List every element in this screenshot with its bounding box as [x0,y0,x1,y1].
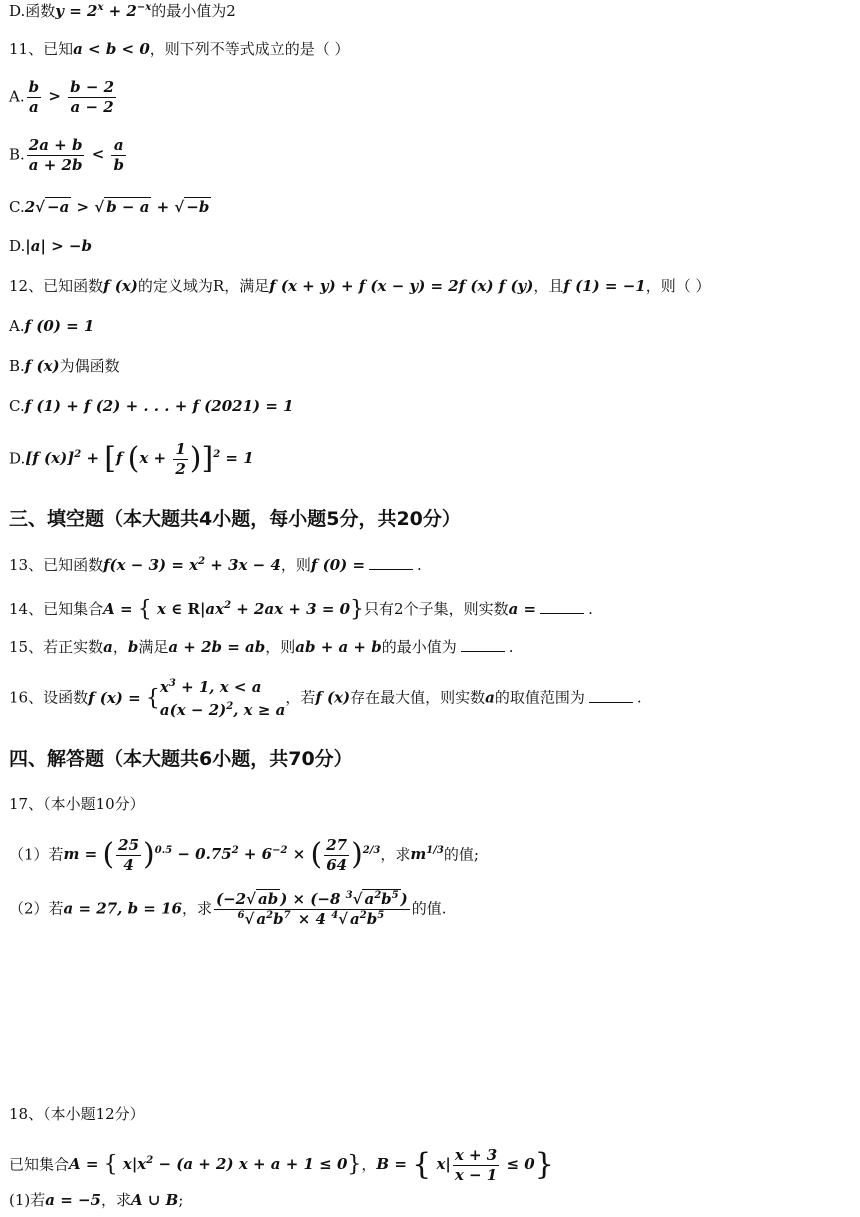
q11-stem [9,40,852,58]
q10-d-suffix: 的最小值为2 [151,2,236,20]
q12-option-b: B.f (x)为偶函数 [9,357,120,375]
q16-mid3: 的取值范围为 [494,688,585,707]
q12-stem-a: 12、已知函数 [9,277,104,295]
q12-d-label: D. [9,449,26,468]
q18-p1-prefix: (1)若 [9,1191,46,1209]
q18-stem: 已知集合A = { $x|x^2 - (a + 2) x + a + 1 \le 0$}，B = { x| $\frac{x + 3}{x - 1}$ ≤ 0} [9,1146,554,1184]
q11-d-label: D. [9,237,26,255]
q18-stem-prefix: 已知集合 [9,1155,70,1174]
q17-part2: （2）若a = 27, b = 16，求 $\frac{(-2√ ab ) \times (-8 ^3√ a^2b^5 )}{^6√ a^2b^7 \times 4 ^4√ a^2b^5}$ 的值. [9,890,447,928]
q11-option-c: C.2√ −a > √ b − a + √ −b [9,198,210,216]
q11-c-label: C. [9,198,25,216]
q18-stem-mid: ， [361,1155,377,1174]
q15-mid3: 的最小值为 [381,638,457,656]
q15-blank [461,639,505,652]
q12-option-c: C.f (1) + f (2) + . . . + f (2021) = 1 [9,397,294,415]
q13-prefix: 13、已知函数 [9,556,104,574]
q14-mid: 只有2个子集，则实数 [364,600,509,619]
q12-a-label: A. [9,317,25,335]
q17-p2-end: 的值. [411,899,447,918]
q12-option-d: D.[f (x)]$^2$ + [f (x + $\frac{1}{2}$ )]$^2$ = 1 [9,440,254,478]
q11-stem-text: 11、已知 [9,40,74,58]
q10-option-d [9,2,852,20]
q12-stem-c: ，且 [533,277,564,295]
q12-stem-d: ，则（ ） [645,277,711,295]
q18-p1-end: ; [178,1191,184,1209]
q11-option-a: A. $\frac{b}{a}$ > $\frac{b - 2}{a - 2}$ [9,78,115,116]
q16-blank [589,690,633,703]
q14: 14、已知集合A = { x ∈ $R|ax^2 + 2ax + 3 = 0$}只有2个子集，则实数a = . [9,597,593,622]
q16-prefix: 16、设函数 [9,688,89,707]
q18-part1: (1)若a = −5，求A ∪ B; [9,1191,184,1209]
q15-prefix: 15、若正实数 [9,638,104,656]
q11-condition: a < b < 0 [73,40,150,58]
q11-a-label: A. [9,87,25,106]
q10-d-formula: $y = 2^x + 2^{-x}$ [55,2,152,20]
q16-mid: ，若 [285,688,316,707]
q16: 16、设函数f (x) = { $x^3 + 1$, x < a $a(x - 2)^2$, x ≥ a ，若f (x)存在最大值，则实数a的取值范围为 . [9,678,642,719]
q17-p1-end: 的值; [443,845,479,864]
q15-mid1: 满足 [138,638,169,656]
q14-prefix: 14、已知集合 [9,600,104,619]
q17-part1: （1）若m = ( $\frac{25}{4}$ )$^{0.5} - 0.75^2 + 6^{-2}$ × ( $\frac{27}{64}$ )$^{2/3}$，求$m^{1/3}$的值; [9,836,479,874]
q16-mid2: 存在最大值，则实数 [350,688,486,707]
q11-option-b: B. $\frac{2a + b}{a + 2b}$ < $\frac{a}{b}$ [9,136,124,174]
q18-p1-mid: ，求 [101,1191,132,1209]
q18-header: 18、（本小题12分） [9,1105,145,1123]
q15-end: . [508,638,514,656]
section-4-title: 四、解答题（本大题共6小题，共70分） [9,748,353,770]
q12-stem-b: 的定义域为R，满足 [137,277,270,295]
q17-p2-mid: ，求 [181,899,212,918]
q16-end: . [636,688,642,707]
q11-stem-tail: ，则下列不等式成立的是（ ） [149,40,350,58]
q12-stem: 12、已知函数f (x)的定义域为R，满足f (x + y) + f (x − y) = 2f (x) f (y)，且f (1) = −1，则（ ） [9,277,711,295]
q13-end: . [417,556,422,574]
q11-b-label: B. [9,145,25,164]
q14-end: . [588,600,593,619]
q10-d-prefix: D.函数 [9,2,56,20]
q12-c-label: C. [9,397,25,415]
q17-p1-prefix: （1）若 [9,845,64,864]
q12-b-suffix: 为偶函数 [59,357,120,375]
section-3-title: 三、填空题（本大题共4小题，每小题5分，共20分） [9,508,461,530]
q15: 15、若正实数a，b满足a + 2b = ab，则ab + a + b的最小值为 . [9,638,514,656]
q17-p1-mid: ，求 [380,845,411,864]
q17-p2-prefix: （2）若 [9,899,64,918]
q12-option-a: A.f (0) = 1 [9,317,95,335]
q13-blank [369,557,413,570]
q13: 13、已知函数$f(x - 3) = x^2 + 3x - 4$，则f (0) = . [9,556,422,574]
q17-header: 17、（本小题10分） [9,795,145,813]
q11-option-d: D.|a| > −b [9,237,92,255]
q14-blank [540,601,584,614]
q15-mid2: ，则 [265,638,296,656]
q12-b-label: B. [9,357,25,375]
q13-mid: ，则 [280,556,311,574]
